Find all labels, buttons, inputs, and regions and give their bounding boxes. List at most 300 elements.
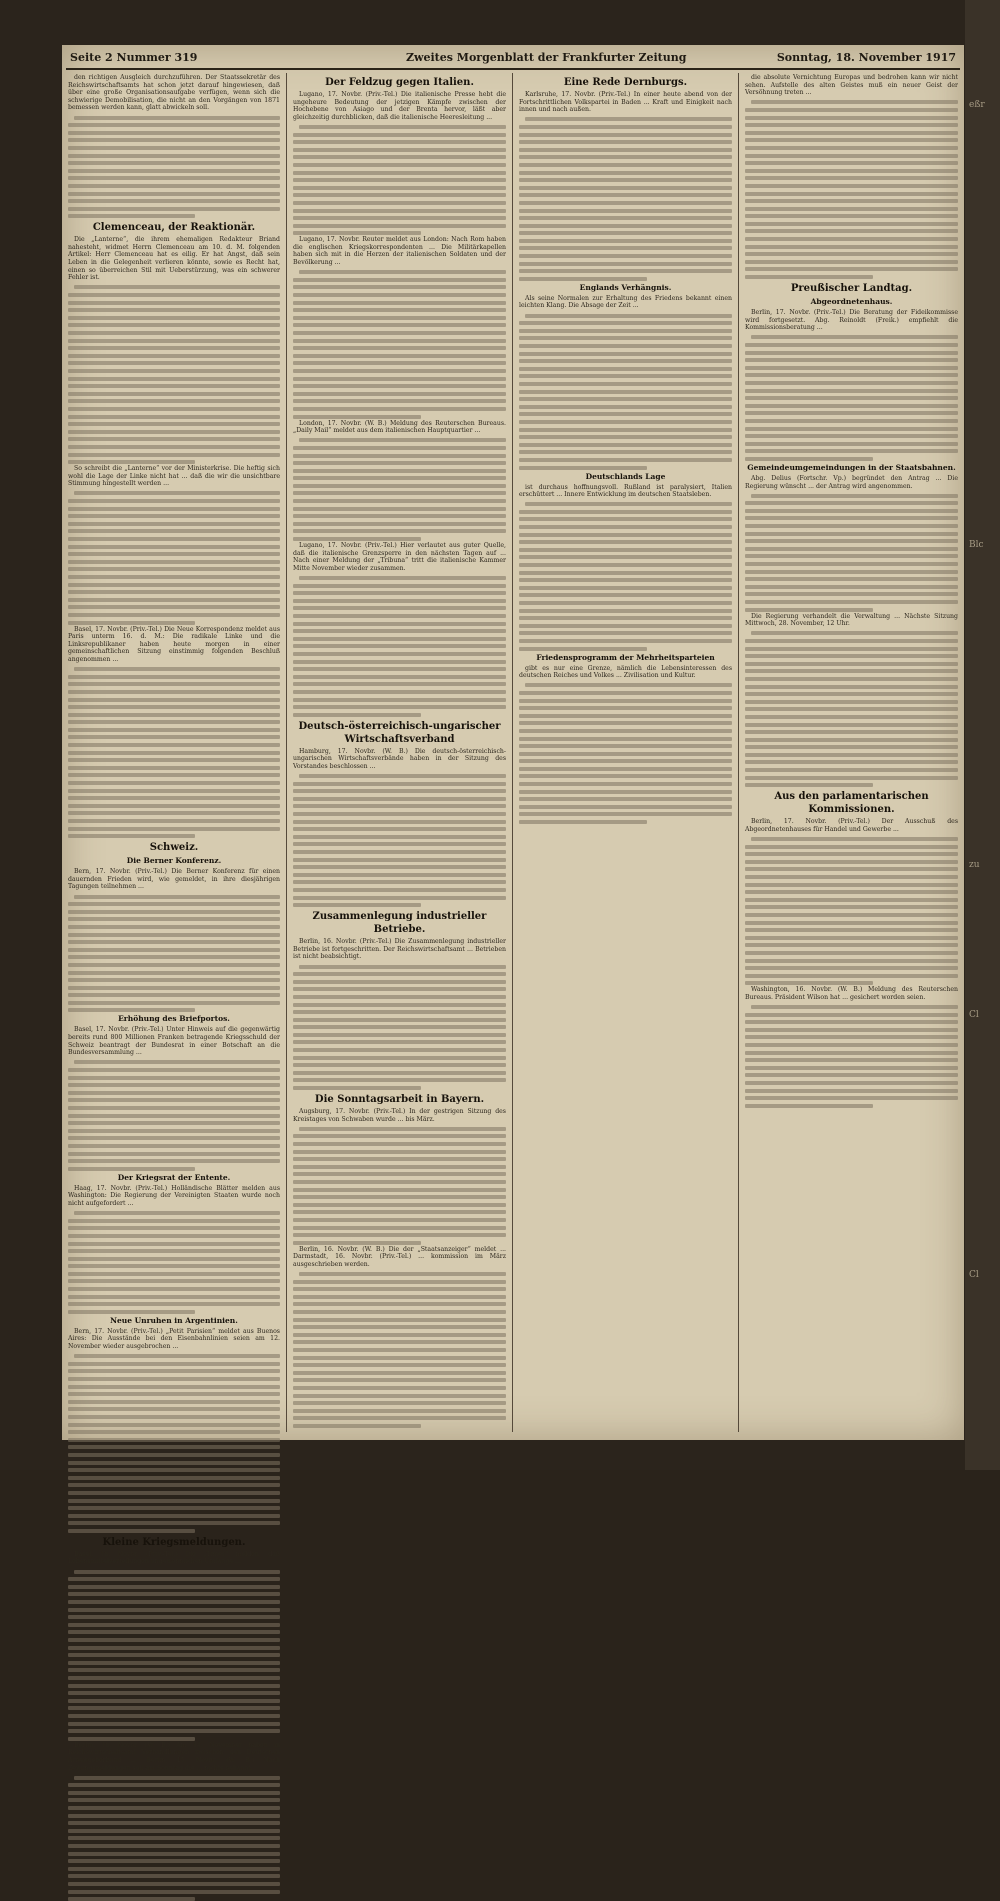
text-line xyxy=(745,373,958,377)
printed-text-lines xyxy=(745,631,958,787)
text-line xyxy=(68,445,280,449)
column-rule xyxy=(738,73,739,1432)
text-line xyxy=(68,1783,280,1787)
printed-text-lines xyxy=(293,965,506,1091)
printed-text-lines xyxy=(519,683,732,824)
text-line xyxy=(519,216,732,220)
text-line xyxy=(68,940,280,944)
text-line xyxy=(293,377,506,381)
text-line xyxy=(68,1468,280,1472)
text-line xyxy=(68,1529,195,1533)
text-line xyxy=(68,902,280,906)
article-paragraph: Washington, 16. Novbr. (W. B.) Meldung des Reuterschen Bureaus. Präsident Wilson hat ... gesichert worden seien. xyxy=(745,986,958,1001)
text-line xyxy=(293,384,506,388)
text-line xyxy=(519,631,732,635)
text-line xyxy=(68,819,280,823)
text-line xyxy=(293,301,506,305)
text-line xyxy=(293,827,506,831)
text-line xyxy=(68,1129,280,1133)
text-line xyxy=(745,959,958,963)
text-line xyxy=(519,812,732,816)
text-line xyxy=(68,1684,280,1688)
text-line xyxy=(293,667,506,671)
text-line xyxy=(68,743,280,747)
text-line xyxy=(68,1279,280,1283)
text-line xyxy=(293,369,506,373)
text-line xyxy=(745,936,958,940)
printed-text-lines xyxy=(745,837,958,985)
text-line xyxy=(293,1033,506,1037)
section-subheading: Der Kriegsrat der Entente. xyxy=(117,1172,231,1182)
text-line xyxy=(519,397,732,401)
text-line xyxy=(68,948,280,952)
text-line xyxy=(68,917,280,921)
text-line xyxy=(68,154,280,158)
text-line xyxy=(745,1104,873,1108)
text-line xyxy=(68,971,280,975)
article-headline: Zusammenlegung industrieller Betriebe. xyxy=(312,911,487,936)
text-line xyxy=(293,399,506,403)
text-line xyxy=(745,343,958,347)
text-line xyxy=(519,390,732,394)
text-line xyxy=(293,1203,506,1207)
text-line xyxy=(745,715,958,719)
text-line xyxy=(68,735,280,739)
article-headline: Der Feldzug gegen Italien. xyxy=(325,77,474,88)
text-line xyxy=(74,1776,280,1780)
printed-text-lines xyxy=(293,1272,506,1428)
article-paragraph: Als seine Normalen zur Erhaltung des Friedens bekannt einen leichten Klang. Die Absage der Zeit ... xyxy=(519,294,732,310)
article-paragraph: Basel, 17. Novbr. (Priv.-Tel.) Die Neue Korrespondenz meldet aus Paris unterm 16. d. M.: Die radikale Linke und die Linksrepublikaner haben heute morgen in einer gemeinschaftlichen Sitzung einstimmig folgenden Beschluß angenommen ... xyxy=(68,625,280,663)
text-line xyxy=(68,560,280,564)
text-line xyxy=(745,562,958,566)
text-line xyxy=(68,963,280,967)
edge-fragment: Cl xyxy=(969,1010,979,1020)
text-line xyxy=(68,161,280,165)
text-line xyxy=(68,1890,280,1894)
printed-text-lines xyxy=(293,774,506,907)
text-line xyxy=(745,760,958,764)
section-subheading: Neue Unruhen in Argentinien. xyxy=(110,1315,238,1325)
text-line xyxy=(293,278,506,282)
text-line xyxy=(745,600,958,604)
text-line xyxy=(293,178,506,182)
text-line xyxy=(68,1798,280,1802)
text-line xyxy=(68,1676,280,1680)
text-line xyxy=(745,366,958,370)
text-line xyxy=(293,446,506,450)
text-line xyxy=(745,1073,958,1077)
text-line xyxy=(519,548,732,552)
text-line xyxy=(293,1416,506,1420)
text-line xyxy=(745,509,958,513)
text-line xyxy=(745,108,958,112)
text-line xyxy=(68,346,280,350)
text-line xyxy=(519,752,732,756)
text-line xyxy=(293,789,506,793)
text-line xyxy=(68,1882,280,1886)
text-line xyxy=(519,163,732,167)
text-line xyxy=(293,1302,506,1306)
printed-text-lines xyxy=(519,502,732,650)
text-line xyxy=(751,631,958,635)
text-line xyxy=(519,805,732,809)
text-line xyxy=(68,910,280,914)
text-line xyxy=(68,986,280,990)
text-line xyxy=(68,1008,195,1012)
text-line xyxy=(293,1134,506,1138)
text-line xyxy=(293,995,506,999)
text-line xyxy=(293,1226,506,1230)
article-paragraph: Berlin, 18. Novbr. (W. B.) Am 14. November haben in Reichswirtschaftsamt Verhandlungen zwischen den Deutschen Arbeitgeberbund ... Berlin, 15. Novbr. (W. B.) Nach Zeitungsmeldungen soll am Sonntag die ... nichts bekannt. xyxy=(68,1741,280,1772)
text-line xyxy=(745,184,958,188)
text-line xyxy=(74,1570,280,1574)
text-line xyxy=(293,705,506,709)
text-line xyxy=(293,155,506,159)
text-line xyxy=(519,224,732,228)
printed-text-lines xyxy=(68,667,280,838)
text-line xyxy=(293,675,506,679)
text-line xyxy=(68,1310,195,1314)
text-line xyxy=(293,606,506,610)
text-line xyxy=(68,1585,280,1589)
text-line xyxy=(68,369,280,373)
printed-text-lines xyxy=(68,491,280,624)
text-line xyxy=(745,890,958,894)
text-line xyxy=(68,1152,280,1156)
article-paragraph: Basel, 18. Novbr. (Priv.-Tel.) Die „Times“ melden, daß Lebensmittelverteilungen ungewöhnlichen Umfange ... xyxy=(68,1550,280,1566)
text-line xyxy=(293,1188,506,1192)
text-line xyxy=(68,1287,280,1291)
text-line xyxy=(293,1340,506,1344)
text-line xyxy=(745,214,958,218)
text-line xyxy=(293,682,506,686)
text-line xyxy=(293,1287,506,1291)
text-line xyxy=(68,214,195,218)
text-line xyxy=(68,1423,280,1427)
text-line xyxy=(519,774,732,778)
text-line xyxy=(745,951,958,955)
text-line xyxy=(745,146,958,150)
text-line xyxy=(293,1040,506,1044)
text-line xyxy=(293,476,506,480)
text-line xyxy=(293,1048,506,1052)
text-line xyxy=(293,186,506,190)
text-line xyxy=(519,721,732,725)
text-line xyxy=(68,605,280,609)
text-line xyxy=(68,399,280,403)
text-line xyxy=(519,405,732,409)
text-line xyxy=(68,925,280,929)
text-line xyxy=(68,415,280,419)
text-line xyxy=(68,1874,280,1878)
text-line xyxy=(293,507,506,511)
text-line xyxy=(519,193,732,197)
text-line xyxy=(293,201,506,205)
text-line xyxy=(519,533,732,537)
text-line xyxy=(293,514,506,518)
text-line xyxy=(68,1844,280,1848)
article-paragraph: die absolute Vernichtung Europas und bedrohen kann wir nicht sehen. Aufstelle des alten Geistes muß ein neuer Geist der Versöhnung treten ... xyxy=(745,74,958,97)
text-line xyxy=(68,1615,280,1619)
text-line xyxy=(68,131,280,135)
text-line xyxy=(293,820,506,824)
text-line xyxy=(293,346,506,350)
article-paragraph: Die Regierung verhandelt die Verwaltung ... Nächste Sitzung Mittwoch, 28. November, 12 Uhr. xyxy=(745,612,958,628)
text-line xyxy=(68,978,280,982)
text-line xyxy=(68,993,280,997)
text-line xyxy=(293,858,506,862)
text-line xyxy=(293,896,506,900)
text-line xyxy=(68,1791,280,1795)
text-line xyxy=(68,1668,280,1672)
text-line xyxy=(68,1249,280,1253)
text-line xyxy=(745,577,958,581)
text-line xyxy=(745,845,958,849)
text-line xyxy=(745,1066,958,1070)
text-line xyxy=(745,532,958,536)
text-line xyxy=(68,720,280,724)
text-line xyxy=(293,1195,506,1199)
text-line xyxy=(519,458,732,462)
text-line xyxy=(745,783,873,787)
edge-fragment: Cl xyxy=(969,1270,979,1280)
text-line xyxy=(68,1821,280,1825)
text-line xyxy=(293,1363,506,1367)
text-line xyxy=(745,654,958,658)
text-line xyxy=(745,723,958,727)
text-line xyxy=(293,1010,506,1014)
text-line xyxy=(745,199,958,203)
text-line xyxy=(68,384,280,388)
section-subheading: Friedensprogramm der Mehrheitsparteien xyxy=(536,652,715,662)
text-line xyxy=(68,199,280,203)
text-line xyxy=(745,608,873,612)
text-line xyxy=(519,767,732,771)
text-line xyxy=(745,1020,958,1024)
printed-text-lines xyxy=(68,1354,280,1533)
text-line xyxy=(68,751,280,755)
text-line xyxy=(519,586,732,590)
text-line xyxy=(68,552,280,556)
text-line xyxy=(745,138,958,142)
text-line xyxy=(293,1233,506,1237)
text-line xyxy=(299,125,506,129)
text-line xyxy=(293,209,506,213)
text-line xyxy=(293,1325,506,1329)
text-line xyxy=(293,1356,506,1360)
text-line xyxy=(68,1362,280,1366)
text-line xyxy=(745,913,958,917)
text-line xyxy=(745,396,958,400)
printed-text-lines xyxy=(68,895,280,1013)
text-line xyxy=(293,331,506,335)
text-line xyxy=(293,339,506,343)
text-line xyxy=(293,1280,506,1284)
section-subheading: Die Berner Konferenz. xyxy=(126,856,222,866)
text-line xyxy=(745,707,958,711)
text-line xyxy=(745,389,958,393)
text-line xyxy=(293,361,506,365)
article-paragraph: So schreibt die „Lanterne“ vor der Ministerkrise. Die heftig sich wohl die Lage der Linke nicht hat ... daß die wir die unsichtbare Stimmung hingestellt werden ... xyxy=(68,465,280,488)
text-line xyxy=(68,453,280,457)
text-line xyxy=(68,192,280,196)
text-line xyxy=(519,254,732,258)
text-line xyxy=(68,955,280,959)
printed-text-lines xyxy=(519,314,732,470)
text-line xyxy=(68,575,280,579)
text-line xyxy=(293,980,506,984)
text-line xyxy=(68,698,280,702)
text-line xyxy=(519,820,647,824)
text-line xyxy=(745,921,958,925)
text-line xyxy=(293,1078,506,1082)
section-subheading: Abgeordnetenhaus. xyxy=(810,297,893,307)
text-line xyxy=(293,1180,506,1184)
text-line xyxy=(293,1318,506,1322)
text-line xyxy=(293,163,506,167)
text-line xyxy=(519,178,732,182)
text-line xyxy=(68,567,280,571)
text-line xyxy=(745,192,958,196)
text-line xyxy=(68,1623,280,1627)
text-line xyxy=(293,804,506,808)
article-headline: Schweiz. xyxy=(149,842,199,854)
text-line xyxy=(519,510,732,514)
text-line xyxy=(519,540,732,544)
text-line xyxy=(293,1172,506,1176)
text-line xyxy=(745,898,958,902)
text-line xyxy=(293,469,506,473)
column-1 xyxy=(68,73,280,1772)
text-line xyxy=(68,1836,280,1840)
text-line xyxy=(745,524,958,528)
text-line xyxy=(751,494,958,498)
text-line xyxy=(68,1506,280,1510)
text-line xyxy=(293,285,506,289)
column-rule xyxy=(512,73,513,1432)
text-line xyxy=(519,714,732,718)
newspaper-title: Zweites Morgenblatt der Frankfurter Zeitung xyxy=(406,51,687,64)
text-line xyxy=(751,1005,958,1009)
text-line xyxy=(519,624,732,628)
text-line xyxy=(519,374,732,378)
text-line xyxy=(293,1142,506,1146)
text-line xyxy=(293,140,506,144)
text-line xyxy=(519,382,732,386)
text-line xyxy=(68,499,280,503)
text-line xyxy=(519,171,732,175)
text-line xyxy=(68,522,280,526)
text-line xyxy=(745,169,958,173)
text-line xyxy=(68,1476,280,1480)
text-line xyxy=(519,269,732,273)
article-paragraph: Lugano, 17. Novbr. Reuter meldet aus London: Nach Rom haben die englischen Kriegskorrespondenten ... Die Militärkapellen haben sich mit in die Herzen der italienischen Soldaten und der Bevölkerung ... xyxy=(293,236,506,267)
text-line xyxy=(745,1081,958,1085)
text-line xyxy=(745,639,958,643)
text-line xyxy=(68,514,280,518)
text-line xyxy=(519,737,732,741)
printed-text-lines xyxy=(745,335,958,461)
text-line xyxy=(293,491,506,495)
text-line xyxy=(68,598,280,602)
text-line xyxy=(745,662,958,666)
text-line xyxy=(68,537,280,541)
text-line xyxy=(745,427,958,431)
text-line xyxy=(745,419,958,423)
text-line xyxy=(68,1068,280,1072)
text-line xyxy=(745,131,958,135)
text-line xyxy=(745,867,958,871)
text-line xyxy=(745,570,958,574)
printed-text-lines xyxy=(745,100,958,279)
article-paragraph: den richtigen Ausgleich durchzuführen. Der Staatssekretär des Reichswirtschaftsamts hat schon jetzt darauf hingewiesen, daß über eine große Organisationsaufgabe verfügen, wenn sich die schwierige Demobilisation, die nicht an den Vorgängen von 1871 bemessen werden kann, glatt abwickeln soll. xyxy=(68,74,280,112)
text-line xyxy=(68,613,280,617)
text-line xyxy=(68,1242,280,1246)
text-line xyxy=(68,682,280,686)
text-line xyxy=(68,377,280,381)
text-line xyxy=(68,529,280,533)
text-line xyxy=(68,1806,280,1810)
text-line xyxy=(745,585,958,589)
edge-fragment: eßr xyxy=(969,100,985,110)
text-line xyxy=(68,1722,280,1726)
text-line xyxy=(519,466,647,470)
printed-text-lines xyxy=(745,494,958,612)
text-line xyxy=(745,161,958,165)
text-line xyxy=(293,1210,506,1214)
text-line xyxy=(293,133,506,137)
text-line xyxy=(68,621,195,625)
text-line xyxy=(745,753,958,757)
text-line xyxy=(68,827,280,831)
text-line xyxy=(68,293,280,297)
text-line xyxy=(519,352,732,356)
text-line xyxy=(745,547,958,551)
text-line xyxy=(68,1737,195,1741)
text-line xyxy=(293,1371,506,1375)
text-line xyxy=(293,323,506,327)
article-headline: Preußischer Landtag. xyxy=(790,283,913,295)
text-line xyxy=(293,407,506,411)
text-line xyxy=(745,229,958,233)
edge-fragment: Blc xyxy=(969,540,984,550)
text-line xyxy=(68,123,280,127)
column-3 xyxy=(519,73,732,1432)
text-line xyxy=(745,692,958,696)
text-line xyxy=(519,790,732,794)
text-line xyxy=(745,267,958,271)
text-line xyxy=(293,1378,506,1382)
text-line xyxy=(293,1386,506,1390)
text-line xyxy=(74,895,280,899)
edge-fragment: zu xyxy=(969,860,980,870)
text-line xyxy=(519,201,732,205)
text-line xyxy=(68,1219,280,1223)
text-line xyxy=(745,539,958,543)
text-line xyxy=(745,966,958,970)
text-line xyxy=(519,186,732,190)
text-line xyxy=(519,367,732,371)
text-line xyxy=(519,344,732,348)
text-line xyxy=(68,184,280,188)
text-line xyxy=(68,138,280,142)
printed-text-lines xyxy=(68,285,280,464)
text-line xyxy=(68,1438,280,1442)
text-line xyxy=(293,1424,421,1428)
text-line xyxy=(745,1096,958,1100)
text-line xyxy=(519,578,732,582)
